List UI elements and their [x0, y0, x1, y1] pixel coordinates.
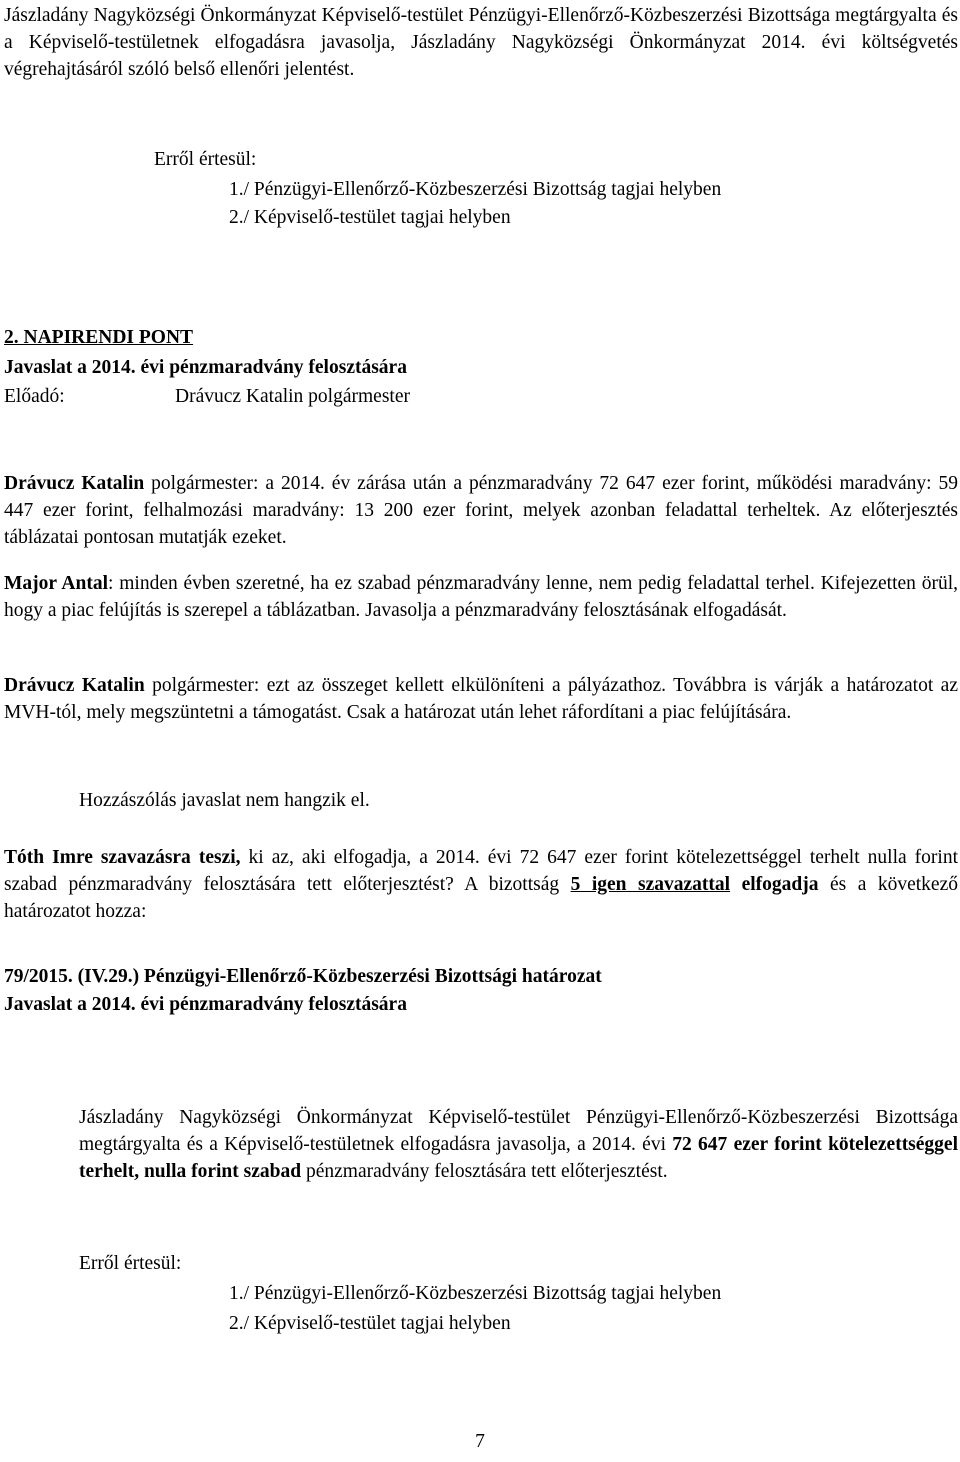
resolution-bold-text: 72 647 ezer forint kötelezettséggel terhelt, nulla forint szabad [79, 1134, 958, 1182]
notice-item: 1./ Pénzügyi-Ellenőrző-Közbeszerzési Bizottság tagjai helyben [229, 1283, 722, 1304]
speaker-name: Drávucz Katalin [4, 675, 145, 696]
vote-accepts: elfogadja [741, 874, 819, 895]
page-number: 7 [475, 1431, 485, 1452]
speaker-name: Major Antal [4, 573, 109, 594]
presenter-name: Drávucz Katalin polgármester [175, 386, 410, 407]
speaker-name: Drávucz Katalin [4, 473, 145, 494]
vote-paragraph: Tóth Imre szavazásra teszi, ki az, aki elfogadja, a 2014. évi 72 647 ezer forint kötelezettséggel terhelt nulla forint szabad pénzmaradvány felosztására tett előterjesztést? A bizottság 5 igen szavazattal elfogadja és a következő határozatot hozza: [4, 847, 958, 922]
notice-item: 2./ Képviselő-testület tagjai helyben [229, 207, 511, 228]
discussion-paragraph: Drávucz Katalin polgármester: a 2014. év zárása után a pénzmaradvány 72 647 ezer forint, működési maradvány: 59 447 ezer forint, felhalmozási maradvány: 13 200 ezer forint, melyek azonban feladattal terheltek. Az előterjesztés táblázatai pontosan mutatják ezeket. [4, 473, 958, 548]
vote-count: 5 igen szavazattal [570, 874, 731, 895]
notice-title: Erről értesül: [154, 149, 257, 170]
resolution-number: 79/2015. (IV.29.) Pénzügyi-Ellenőrző-Közbeszerzési Bizottsági határozat [4, 966, 602, 987]
resolution-text: Jászladány Nagyközségi Önkormányzat Képviselő-testület Pénzügyi-Ellenőrző-Közbeszerzési Bizottsága megtárgyalta és a Képviselő-testületnek elfogadásra javasolja, a 2014. évi 72 647 ezer forint kötelezettséggel terhelt, nulla forint szabad pénzmaradvány felosztására tett előterjesztést. [79, 1107, 958, 1182]
intro-paragraph: Jászladány Nagyközségi Önkormányzat Képviselő-testület Pénzügyi-Ellenőrző-Közbeszerzési Bizottsága megtárgyalta és a Képviselő-testületnek elfogadásra javasolja, Jászladány Nagyközségi Önkormányzat 2014. évi költségvetés végrehajtásáról szóló belső ellenőri jelentést. [4, 5, 958, 80]
discussion-paragraph: Drávucz Katalin polgármester: ezt az összeget kellett elkülöníteni a pályázathoz. Továbbra is várják a határozatot az MVH-tól, mely megszüntetni a támogatást. Csak a határozat után lehet ráfordítani a piac felújítására. [4, 675, 958, 723]
agenda-heading: 2. NAPIRENDI PONT [4, 327, 194, 348]
vote-lead: Tóth Imre szavazásra teszi, [4, 847, 241, 868]
presenter-label: Előadó: [4, 386, 65, 407]
discussion-paragraph: Major Antal: minden évben szeretné, ha ez szabad pénzmaradvány lenne, nem pedig feladattal terhel. Kifejezetten örül, hogy a piac felújítás is szerepel a táblázatban. Javasolja a pénzmaradvány felosztásának elfogadását. [4, 573, 958, 621]
resolution-title: Javaslat a 2014. évi pénzmaradvány felosztására [4, 994, 407, 1015]
agenda-subject: Javaslat a 2014. évi pénzmaradvány felosztására [4, 357, 407, 378]
notice-item: 2./ Képviselő-testület tagjai helyben [229, 1313, 511, 1334]
no-comment-note: Hozzászólás javaslat nem hangzik el. [79, 790, 370, 811]
notice-title: Erről értesül: [79, 1253, 182, 1274]
notice-item: 1./ Pénzügyi-Ellenőrző-Közbeszerzési Bizottság tagjai helyben [229, 179, 722, 200]
